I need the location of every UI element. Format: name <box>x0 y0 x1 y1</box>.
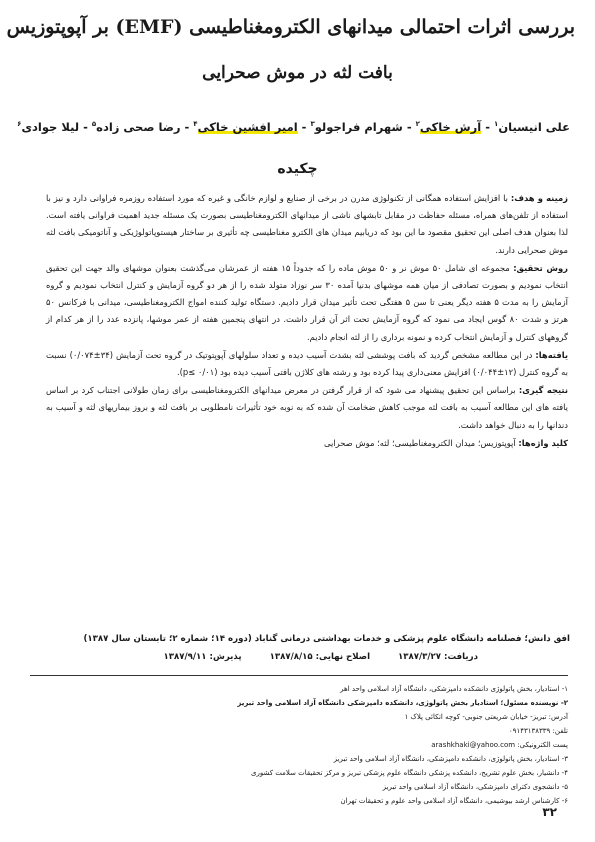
footnotes <box>30 682 568 808</box>
footnote: آدرس: تبریز- خیابان شریعتی جنوبی- کوچه اتکائی پلاک ۱ <box>404 713 568 721</box>
author-affiliation-mark: ۲ <box>415 120 420 128</box>
revised-date: اصلاح نهایی: ۱۳۸۷/۸/۱۵ <box>269 652 371 662</box>
footnote: ۲- نویسنده مسئول؛ استادیار بخش پاتولوژی، دانشکده دامپزشکی دانشگاه آزاد اسلامی واحد تبریز <box>237 699 568 707</box>
section-label: یافته‌ها: <box>535 349 568 360</box>
author-affiliation-mark: ۶ <box>17 120 22 128</box>
article-title-line-2: بافت لثه در موش صحرایی <box>202 63 393 83</box>
journal-source: افق دانش؛ فصلنامه دانشگاه علوم پزشکی و خدمات بهداشتی درمانی گناباد (دوره ۱۴؛ شماره ۲؛ تابستان سال ۱۳۸۷) <box>83 634 570 644</box>
author-affiliation-mark: ۳ <box>310 120 315 128</box>
section-text: در این مطالعه مشخص گردید که بافت پوششی لثه بشدت آسیب دیده و تعداد سلولهای آپوپتوتیک در گروه تحت آزمایش (۳۴±۰/۰۷۴) نسبت به گروه کنترل (۱۲±۰/۰۴۴) افزایش معنی‌داری پیدا کرده بود و رشته های کلاژن بافتی آسیب دیده بود (p≤ ۰/۰۱). <box>46 349 568 378</box>
author-separator: - <box>402 119 416 134</box>
abstract-background <box>46 190 568 259</box>
author-name: رضا صحی زاده <box>96 119 181 134</box>
author-list <box>17 114 570 137</box>
author-name: امیر افشین خاکی <box>197 119 298 134</box>
footnote: تلفن: ۰۹۱۴۳۱۳۸۳۳۹ <box>508 727 568 735</box>
publication-info <box>30 630 570 666</box>
author-separator: - <box>79 119 92 134</box>
page-number: ۳۲ <box>542 805 557 819</box>
section-label: نتیجه گیری: <box>518 385 568 396</box>
section-text: براساس این تحقیق پیشنهاد می شود که از قرار گرفتن در معرض میدانهای الکترومغناطیسی برای زمان طولانی اجتناب کرد بر اساس یافته های این مطالعه آسیب به بافت لثه موجب کاهش ضخامت آن شده که به نوبه خود تأثیرات نامطلوبی بر بافت لثه و بروز بیماریهای لثه و آسیب به دندانها را به دنبال خواهد داشت. <box>46 385 568 430</box>
article-title-line-1: بررسی اثرات احتمالی میدانهای الکترومغناطیسی (EMF) بر آپوپتوزیس <box>6 16 575 38</box>
author-separator: - <box>481 119 495 134</box>
abstract-methods <box>46 260 568 346</box>
section-label: کلید واژه‌ها: <box>518 437 568 448</box>
author-name: لیلا جوادی <box>21 119 80 134</box>
received-date: دریافت: ۱۳۸۷/۳/۲۷ <box>398 652 478 662</box>
section-text: با افزایش استفاده همگانی از تکنولوژی مدرن در برخی از صنایع و لوازم خانگی و غیره که مورد استفاده روزمره فراوانی دارد و نیز با استفاده از تلفن‌های همراه، مسئله حفاظت در مقابل تابشهای ناشی از میدانهای الکترومغناطیسی بصورت یک مسئله جدید اهمیت فراوانی یافته است. لذا بعنوان هدف اصلی این تحقیق مقصود ما این بود که دریابیم میدان های الکترو مغناطیسی چه تأثیری بر ساختار هیستوپاتولوژیکی و آناتومیکی بافت لثه موش صحرایی دارند. <box>46 193 568 255</box>
abstract-conclusion <box>46 382 568 434</box>
section-text: مجموعه ای شامل ۵۰ موش نر و ۵۰ موش ماده را که جدوداً ۱۵ هفته از عمرشان می‌گذشت بعنوان موشهای والد جهت این تحقیق انتخاب نمودیم و بصورت تصادفی از میان همه موشهای بدنیا آمده ۳۰ سر نوزاد متولد شده را از هر دو گروه آزمایش و کنترل انتخاب نمودیم و گروه آزمایش را به مدت ۵ هفته دیگر یعنی تا سن ۵ هفتگی تحت تأثیر میدان قرار دادیم. دستگاه تولید کننده امواج الکترومغناطیسی، میدانی با فرکانس ۵۰ هرتز و شدت ۸۰ گوس ایجاد می نمود که گروه آزمایش تحت اثر آن قرار داشت. در انتهای پنجمین هفته از عمر موشها، پانزده عدد را از هر کدام از گروههای کنترل و آزمایش انتخاب کرده و نمونه برداری را از لثه انجام دادیم. <box>46 262 568 342</box>
section-label: زمینه و هدف: <box>510 193 568 203</box>
section-text: آپوپتوزیس؛ میدان الکترومغناطیسی؛ لثه؛ موش صحرایی <box>323 437 516 448</box>
abstract-heading: چکیده <box>277 161 318 177</box>
footnote: ۶- کارشناس ارشد بیوشیمی، دانشگاه آزاد اسلامی واحد علوم و تحقیقات تهران <box>340 797 568 805</box>
abstract-results <box>46 347 568 381</box>
footnote-divider <box>30 675 568 676</box>
author-affiliation-mark: ۴ <box>193 120 198 128</box>
author-affiliation-mark: ۵ <box>91 120 97 128</box>
author-name: علی انیسیان <box>498 119 570 134</box>
footnote: ۳- استادیار، بخش پاتولوژی، دانشکده دامپزشکی، دانشگاه آزاد اسلامی واحد تبریز <box>333 755 568 763</box>
abstract-body <box>46 190 568 453</box>
footnote: ۱- استادیار، بخش پاتولوژی دانشکده دامپزشکی، دانشگاه آزاد اسلامی واحد اهر <box>340 685 568 693</box>
author-separator: - <box>297 119 311 134</box>
author-name: شهرام فراجولو <box>314 119 403 134</box>
section-label: روش تحقیق: <box>513 262 568 273</box>
author-name: آرش خاکی <box>419 119 482 134</box>
author-affiliation-mark: ۱ <box>494 120 499 128</box>
abstract-keywords <box>46 435 568 452</box>
article-dates <box>30 648 570 666</box>
footnote: پست الکترونیکی: arashkhaki@yahoo.com <box>431 741 568 749</box>
footnote: ۴- دانشیار، بخش علوم تشریح، دانشکده پزشکی دانشگاه علوم پزشکی تبریز و مرکز تحقیقات سلامت کشوری <box>250 769 568 777</box>
footnote: ۵- دانشجوی دکترای دامپزشکی، دانشگاه آزاد اسلامی واحد تبریز <box>382 783 568 791</box>
accepted-date: پذیرش: ۱۳۸۷/۹/۱۱ <box>163 652 242 662</box>
author-separator: - <box>180 119 194 134</box>
